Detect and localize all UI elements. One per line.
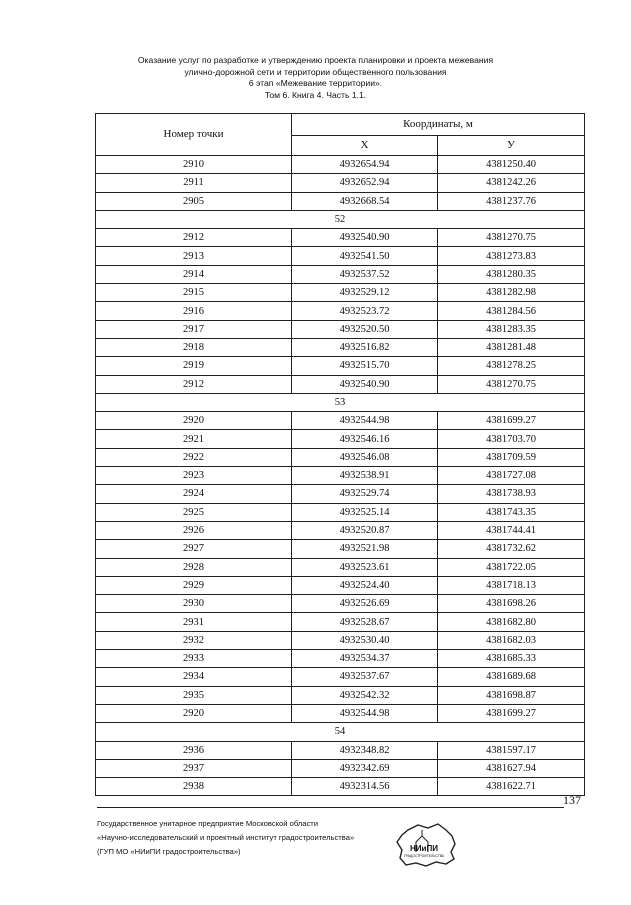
point-number-cell: 2918 xyxy=(96,338,292,356)
point-number-cell: 2936 xyxy=(96,741,292,759)
header-line-3: 6 этап «Межевание территории». xyxy=(248,78,383,89)
point-number-cell: 2916 xyxy=(96,302,292,320)
x-coordinate-cell: 4932516.82 xyxy=(292,338,438,356)
x-coordinate-cell: 4932530.40 xyxy=(292,631,438,649)
table-row xyxy=(96,320,585,338)
x-coordinate-cell: 4932523.61 xyxy=(292,558,438,576)
point-number-cell: 2905 xyxy=(96,192,292,210)
point-number-cell: 2930 xyxy=(96,595,292,613)
y-coordinate-cell: 4381627.94 xyxy=(438,759,585,777)
point-number-cell: 2922 xyxy=(96,448,292,466)
x-coordinate-cell: 4932521.98 xyxy=(292,540,438,558)
footer-line-2: «Научно-исследовательский и проектный институт градостроительства» xyxy=(97,833,355,842)
x-coordinate-cell: 4932541.50 xyxy=(292,247,438,265)
footer-line-3: (ГУП МО «НИиПИ градостроительства») xyxy=(97,847,241,856)
point-number-cell: 2912 xyxy=(96,375,292,393)
point-number-cell: 2937 xyxy=(96,759,292,777)
y-coordinate-cell: 4381722.05 xyxy=(438,558,585,576)
table-row xyxy=(96,284,585,302)
table-row xyxy=(96,741,585,759)
x-coordinate-cell: 4932546.08 xyxy=(292,448,438,466)
table-body xyxy=(96,156,585,796)
table-row xyxy=(96,338,585,356)
footer-divider xyxy=(97,807,564,808)
page-number: 137 xyxy=(563,793,581,807)
y-coordinate-cell: 4381281.48 xyxy=(438,338,585,356)
table-row xyxy=(96,375,585,393)
y-coordinate-cell: 4381699.27 xyxy=(438,412,585,430)
y-coordinate-cell: 4381282.98 xyxy=(438,284,585,302)
group-label: 54 xyxy=(96,723,585,741)
header-line-4: Том 6. Книга 4. Часть 1.1. xyxy=(264,89,367,100)
table-row xyxy=(96,650,585,668)
group-row xyxy=(96,210,585,228)
point-number-cell: 2928 xyxy=(96,558,292,576)
point-number-cell: 2920 xyxy=(96,412,292,430)
x-coordinate-cell: 4932524.40 xyxy=(292,576,438,594)
column-header-x: X xyxy=(292,136,438,156)
x-coordinate-cell: 4932526.69 xyxy=(292,595,438,613)
y-coordinate-cell: 4381718.13 xyxy=(438,576,585,594)
table-row xyxy=(96,704,585,722)
logo-subtext: ГРАДОСТРОИТЕЛЬСТВА xyxy=(403,854,445,858)
y-coordinate-cell: 4381703.70 xyxy=(438,430,585,448)
x-coordinate-cell: 4932540.90 xyxy=(292,375,438,393)
y-coordinate-cell: 4381270.75 xyxy=(438,229,585,247)
x-coordinate-cell: 4932515.70 xyxy=(292,357,438,375)
y-coordinate-cell: 4381744.41 xyxy=(438,521,585,539)
group-label: 53 xyxy=(96,393,585,411)
x-coordinate-cell: 4932529.12 xyxy=(292,284,438,302)
y-coordinate-cell: 4381284.56 xyxy=(438,302,585,320)
y-coordinate-cell: 4381280.35 xyxy=(438,265,585,283)
x-coordinate-cell: 4932342.69 xyxy=(292,759,438,777)
point-number-cell: 2932 xyxy=(96,631,292,649)
point-number-cell: 2933 xyxy=(96,650,292,668)
y-coordinate-cell: 4381283.35 xyxy=(438,320,585,338)
footer-line-1: Государственное унитарное предприятие Московской области xyxy=(97,819,319,828)
table-row xyxy=(96,613,585,631)
x-coordinate-cell: 4932652.94 xyxy=(292,174,438,192)
y-coordinate-cell: 4381597.17 xyxy=(438,741,585,759)
y-coordinate-cell: 4381270.75 xyxy=(438,375,585,393)
x-coordinate-cell: 4932314.56 xyxy=(292,778,438,796)
y-coordinate-cell: 4381685.33 xyxy=(438,650,585,668)
region-map-logo-icon xyxy=(394,822,460,868)
point-number-cell: 2926 xyxy=(96,521,292,539)
point-number-cell: 2917 xyxy=(96,320,292,338)
x-coordinate-cell: 4932542.32 xyxy=(292,686,438,704)
point-number-cell: 2910 xyxy=(96,156,292,174)
x-coordinate-cell: 4932544.98 xyxy=(292,412,438,430)
x-coordinate-cell: 4932523.72 xyxy=(292,302,438,320)
x-coordinate-cell: 4932540.90 xyxy=(292,229,438,247)
y-coordinate-cell: 4381682.03 xyxy=(438,631,585,649)
y-coordinate-cell: 4381732.62 xyxy=(438,540,585,558)
x-coordinate-cell: 4932528.67 xyxy=(292,613,438,631)
y-coordinate-cell: 4381250.40 xyxy=(438,156,585,174)
table-row xyxy=(96,229,585,247)
header-line-2: улично-дорожной сети и территории общественного пользования xyxy=(184,66,447,77)
point-number-cell: 2921 xyxy=(96,430,292,448)
table-row xyxy=(96,174,585,192)
y-coordinate-cell: 4381242.26 xyxy=(438,174,585,192)
x-coordinate-cell: 4932348.82 xyxy=(292,741,438,759)
y-coordinate-cell: 4381689.68 xyxy=(438,668,585,686)
table-row xyxy=(96,412,585,430)
table-row xyxy=(96,192,585,210)
coordinates-table xyxy=(95,113,585,796)
column-header-point-number: Номер точки xyxy=(96,114,292,156)
point-number-cell: 2934 xyxy=(96,668,292,686)
column-header-coordinates: Координаты, м xyxy=(292,114,585,136)
y-coordinate-cell: 4381698.87 xyxy=(438,686,585,704)
point-number-cell: 2929 xyxy=(96,576,292,594)
point-number-cell: 2912 xyxy=(96,229,292,247)
table-row xyxy=(96,485,585,503)
table-row xyxy=(96,668,585,686)
table-row xyxy=(96,357,585,375)
point-number-cell: 2911 xyxy=(96,174,292,192)
x-coordinate-cell: 4932538.91 xyxy=(292,467,438,485)
table-row xyxy=(96,686,585,704)
y-coordinate-cell: 4381699.27 xyxy=(438,704,585,722)
table-row xyxy=(96,631,585,649)
column-header-y: У xyxy=(438,136,585,156)
y-coordinate-cell: 4381738.93 xyxy=(438,485,585,503)
table-row xyxy=(96,595,585,613)
point-number-cell: 2935 xyxy=(96,686,292,704)
table-row xyxy=(96,759,585,777)
group-label: 52 xyxy=(96,210,585,228)
y-coordinate-cell: 4381278.25 xyxy=(438,357,585,375)
point-number-cell: 2938 xyxy=(96,778,292,796)
x-coordinate-cell: 4932525.14 xyxy=(292,503,438,521)
x-coordinate-cell: 4932537.52 xyxy=(292,265,438,283)
y-coordinate-cell: 4381698.26 xyxy=(438,595,585,613)
point-number-cell: 2931 xyxy=(96,613,292,631)
header-line-1: Оказание услуг по разработке и утверждению проекта планировки и проекта межевания xyxy=(137,55,494,65)
y-coordinate-cell: 4381622.71 xyxy=(438,778,585,796)
y-coordinate-cell: 4381727.08 xyxy=(438,467,585,485)
y-coordinate-cell: 4381743.35 xyxy=(438,503,585,521)
logo-text: НИиПИ xyxy=(410,844,438,853)
point-number-cell: 2913 xyxy=(96,247,292,265)
table-row xyxy=(96,302,585,320)
table-row xyxy=(96,778,585,796)
x-coordinate-cell: 4932537.67 xyxy=(292,668,438,686)
table-row xyxy=(96,576,585,594)
point-number-cell: 2924 xyxy=(96,485,292,503)
x-coordinate-cell: 4932529.74 xyxy=(292,485,438,503)
document-footer xyxy=(97,817,354,859)
point-number-cell: 2915 xyxy=(96,284,292,302)
x-coordinate-cell: 4932520.50 xyxy=(292,320,438,338)
x-coordinate-cell: 4932654.94 xyxy=(292,156,438,174)
table-row xyxy=(96,247,585,265)
x-coordinate-cell: 4932668.54 xyxy=(292,192,438,210)
table-row xyxy=(96,265,585,283)
table-row xyxy=(96,558,585,576)
table-row xyxy=(96,467,585,485)
table-row xyxy=(96,430,585,448)
table-row xyxy=(96,540,585,558)
point-number-cell: 2914 xyxy=(96,265,292,283)
table-row xyxy=(96,448,585,466)
table-row xyxy=(96,503,585,521)
x-coordinate-cell: 4932534.37 xyxy=(292,650,438,668)
point-number-cell: 2923 xyxy=(96,467,292,485)
y-coordinate-cell: 4381682.80 xyxy=(438,613,585,631)
group-row xyxy=(96,393,585,411)
y-coordinate-cell: 4381237.76 xyxy=(438,192,585,210)
group-row xyxy=(96,723,585,741)
point-number-cell: 2925 xyxy=(96,503,292,521)
y-coordinate-cell: 4381273.83 xyxy=(438,247,585,265)
y-coordinate-cell: 4381709.59 xyxy=(438,448,585,466)
point-number-cell: 2920 xyxy=(96,704,292,722)
document-header xyxy=(0,55,631,101)
point-number-cell: 2927 xyxy=(96,540,292,558)
table-row xyxy=(96,521,585,539)
x-coordinate-cell: 4932544.98 xyxy=(292,704,438,722)
x-coordinate-cell: 4932546.16 xyxy=(292,430,438,448)
x-coordinate-cell: 4932520.87 xyxy=(292,521,438,539)
point-number-cell: 2919 xyxy=(96,357,292,375)
table-row xyxy=(96,156,585,174)
